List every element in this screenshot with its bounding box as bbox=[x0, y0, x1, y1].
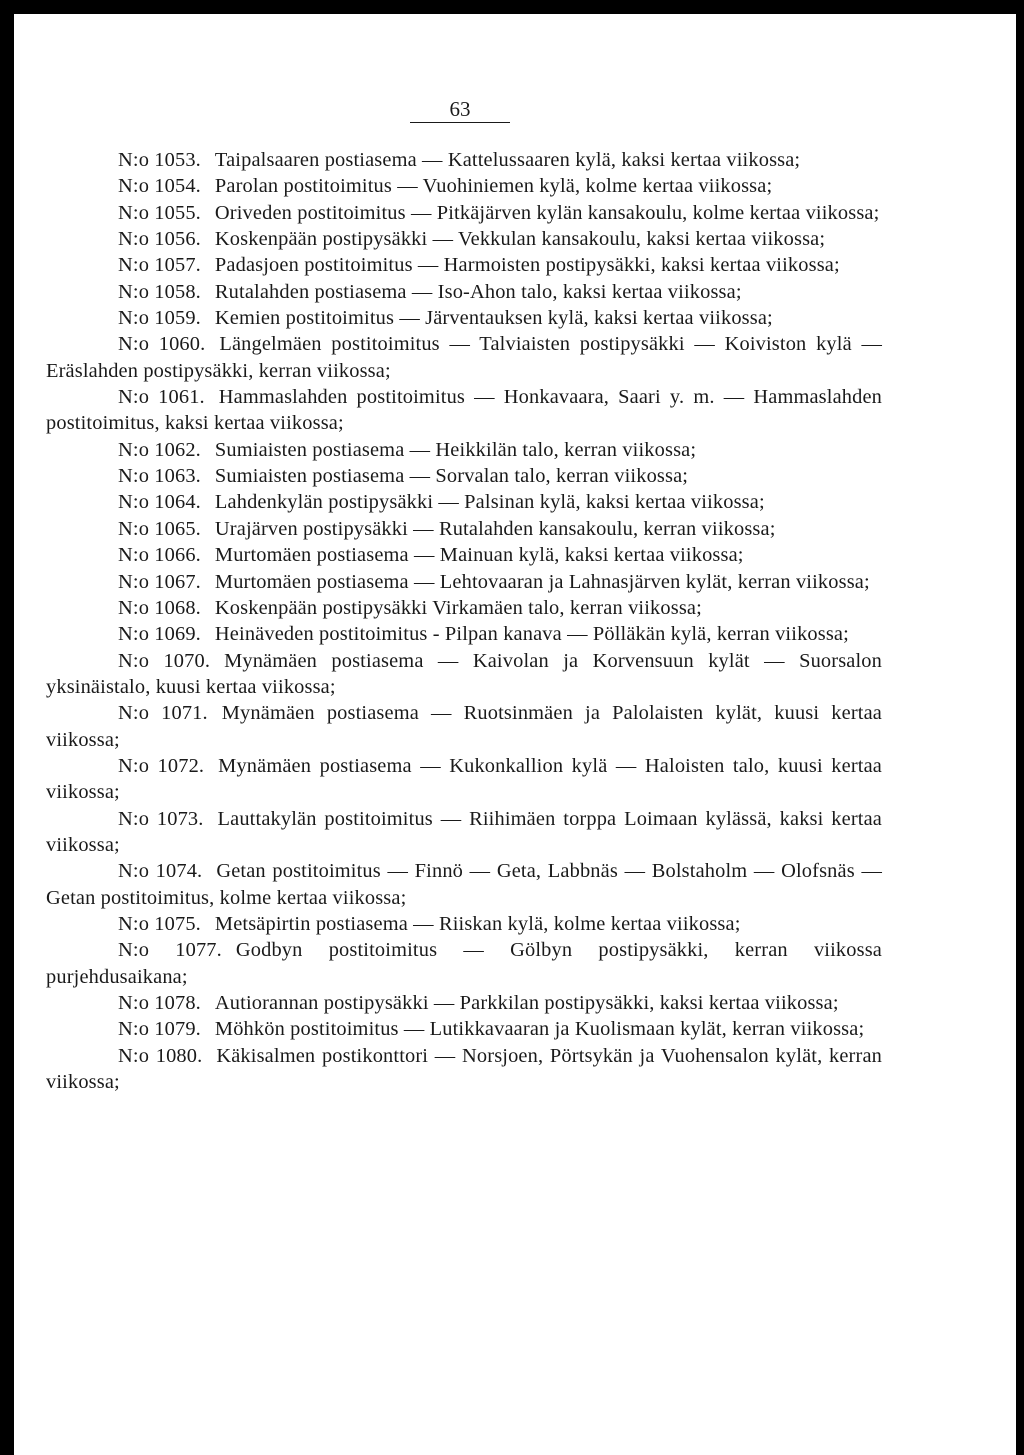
route-entry bbox=[46, 489, 882, 515]
entry-number: N:o 1059. bbox=[118, 307, 201, 330]
route-entry bbox=[46, 648, 882, 701]
entry-text: Rutalahden postiasema — Iso-Ahon talo, kaksi kertaa viikossa; bbox=[214, 280, 742, 303]
entry-number: N:o 1060. bbox=[118, 333, 206, 356]
entry-number: N:o 1063. bbox=[118, 465, 201, 488]
entry-number: N:o 1070. bbox=[118, 649, 211, 672]
route-entry bbox=[46, 806, 882, 859]
route-entry bbox=[46, 252, 882, 278]
route-entry bbox=[46, 463, 882, 489]
route-entry bbox=[46, 911, 882, 937]
route-entry bbox=[46, 173, 882, 199]
entry-number: N:o 1072. bbox=[118, 754, 205, 777]
entry-number: N:o 1057. bbox=[118, 254, 201, 277]
entry-text: Autiorannan postipysäkki — Parkkilan postipysäkki, kaksi kertaa viikossa; bbox=[214, 992, 839, 1014]
route-entry bbox=[46, 305, 882, 331]
entry-text: Sumiaisten postiasema — Heikkilän talo, kerran viikossa; bbox=[214, 438, 697, 461]
entry-text: Heinäveden postitoimitus - Pilpan kanava — Pölläkän kylä, kerran viikossa; bbox=[214, 623, 849, 646]
entry-text: Taipalsaaren postiasema — Kattelussaaren kylä, kaksi kertaa viikossa; bbox=[214, 149, 801, 171]
entry-number: N:o 1078. bbox=[118, 992, 201, 1014]
route-entry bbox=[46, 226, 882, 252]
route-entry bbox=[46, 542, 882, 568]
entry-number: N:o 1054. bbox=[118, 175, 201, 198]
entry-text: Murtomäen postiasema — Mainuan kylä, kaksi kertaa viikossa; bbox=[214, 544, 744, 567]
entry-text: Koskenpään postipysäkki — Vekkulan kansakoulu, kaksi kertaa viikossa; bbox=[214, 228, 826, 251]
route-entry bbox=[46, 516, 882, 542]
entry-number: N:o 1069. bbox=[118, 623, 201, 646]
entry-number: N:o 1071. bbox=[118, 702, 208, 725]
entry-text: Kemien postitoimitus — Järventauksen kylä, kaksi kertaa viikossa; bbox=[214, 307, 773, 330]
entry-number: N:o 1061. bbox=[118, 386, 205, 409]
entry-text: Mynämäen postiasema — Ruotsinmäen ja Palolaisten kylät, kuusi kertaa viikossa; bbox=[46, 702, 882, 751]
entry-text: Urajärven postipysäkki — Rutalahden kansakoulu, kerran viikossa; bbox=[214, 517, 776, 540]
entry-number: N:o 1058. bbox=[118, 280, 201, 303]
entry-number: N:o 1055. bbox=[118, 201, 201, 224]
entry-number: N:o 1075. bbox=[118, 912, 201, 935]
route-entry bbox=[46, 437, 882, 463]
entry-number: N:o 1067. bbox=[118, 570, 201, 593]
entry-text: Oriveden postitoimitus — Pitkäjärven kylän kansakoulu, kolme kertaa viikossa; bbox=[214, 201, 880, 224]
entry-text: Parolan postitoimitus — Vuohiniemen kylä, kolme kertaa viikossa; bbox=[214, 175, 773, 198]
route-entry bbox=[46, 1016, 882, 1042]
entry-text: Käkisalmen postikonttori — Norsjoen, Pörtsykän ja Vuohensalon kylät, kerran viikossa; bbox=[46, 1044, 882, 1094]
route-entry bbox=[46, 569, 882, 595]
entry-number: N:o 1074. bbox=[118, 860, 203, 883]
route-entry bbox=[46, 858, 882, 911]
entry-number: N:o 1080. bbox=[118, 1044, 203, 1067]
route-entry bbox=[46, 595, 882, 621]
entry-text: Metsäpirtin postiasema — Riiskan kylä, kolme kertaa viikossa; bbox=[214, 912, 741, 935]
entry-text: Lauttakylän postitoimitus — Riihimäen torppa Loimaan kylässä, kaksi kertaa viikossa; bbox=[46, 807, 883, 856]
entry-number: N:o 1066. bbox=[118, 544, 201, 567]
route-entry bbox=[46, 1043, 882, 1096]
entry-text: Godbyn postitoimitus — Gölbyn postipysäkki, kerran viikossa purjehdusaikana; bbox=[46, 939, 882, 988]
route-entry bbox=[46, 279, 882, 305]
entry-text: Murtomäen postiasema — Lehtovaaran ja Lahnasjärven kylät, kerran viikossa; bbox=[214, 570, 870, 593]
route-entry bbox=[46, 621, 882, 647]
entry-number: N:o 1064. bbox=[118, 491, 201, 514]
route-entry bbox=[46, 753, 882, 806]
entry-number: N:o 1062. bbox=[118, 438, 201, 461]
entry-number: N:o 1079. bbox=[118, 1018, 201, 1041]
entry-text: Möhkön postitoimitus — Lutikkavaaran ja Kuolismaan kylät, kerran viikossa; bbox=[214, 1018, 865, 1041]
entry-number: N:o 1073. bbox=[118, 807, 204, 830]
entry-number: N:o 1056. bbox=[118, 228, 201, 251]
route-entry bbox=[46, 147, 882, 173]
entry-text: Sumiaisten postiasema — Sorvalan talo, kerran viikossa; bbox=[214, 465, 689, 488]
entry-text: Mynämäen postiasema — Kaivolan ja Korvensuun kylät — Suorsalon yksinäistalo, kuusi kertaa viikossa; bbox=[46, 649, 882, 698]
entry-number: N:o 1077. bbox=[118, 939, 222, 962]
entry-number: N:o 1068. bbox=[118, 596, 201, 619]
entry-number: N:o 1053. bbox=[118, 149, 201, 171]
entry-number: N:o 1065. bbox=[118, 517, 201, 540]
entry-text: Koskenpään postipysäkki Virkamäen talo, kerran viikossa; bbox=[214, 596, 702, 619]
page-body bbox=[46, 147, 882, 1095]
route-entry bbox=[46, 700, 882, 753]
route-entry bbox=[46, 937, 882, 990]
entry-text: Mynämäen postiasema — Kukonkallion kylä — Haloisten talo, kuusi kertaa viikossa; bbox=[46, 754, 882, 804]
route-entry bbox=[46, 331, 882, 384]
route-entry bbox=[46, 990, 882, 1016]
entry-text: Getan postitoimitus — Finnö — Geta, Labbnäs — Bolstaholm — Olofsnäs — Getan postitoimitus, kolme kertaa viikossa; bbox=[46, 860, 882, 909]
entry-text: Padasjoen postitoimitus — Harmoisten postipysäkki, kaksi kertaa viikossa; bbox=[214, 254, 840, 277]
entry-text: Lahdenkylän postipysäkki — Palsinan kylä, kaksi kertaa viikossa; bbox=[214, 491, 765, 514]
entry-text: Längelmäen postitoimitus — Talviaisten postipysäkki — Koiviston kylä — Eräslahden postipysäkki, kerran viikossa; bbox=[46, 333, 883, 382]
entry-text: Hammaslahden postitoimitus — Honkavaara, Saari y. m. — Hammaslahden postitoimitus, kaksi kertaa viikossa; bbox=[46, 386, 882, 435]
route-entry bbox=[46, 384, 882, 437]
page-number: 63 bbox=[410, 98, 510, 123]
route-entry bbox=[46, 200, 882, 226]
